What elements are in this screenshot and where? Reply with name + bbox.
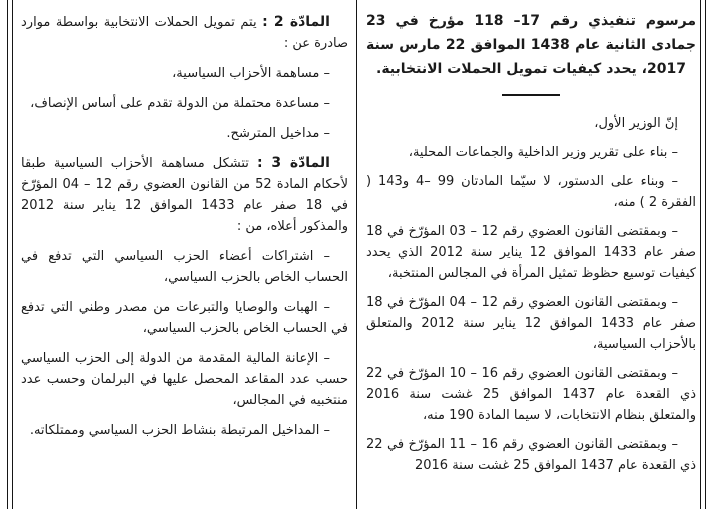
list-item-candidate-income: – مداخيل المترشح. <box>226 126 330 141</box>
article-3-label: المادّة 3 : <box>256 155 330 171</box>
paragraph-constitution-reference: – وبناء على الدستور، لا سيّما المادتان 99 ‏–‏4 و143 ( الفقرة 2 ) منه، <box>366 174 696 210</box>
column-divider-rule <box>356 0 357 509</box>
left-border-rule-inner <box>12 0 13 509</box>
right-border-rule-inner <box>700 0 701 509</box>
paragraph-law-16-11: – وبمقتضى القانون العضوي رقم 16 ‏–‏ 11 المؤرّخ في 22 ذي القعدة عام 1437 الموافق 25 غشت سنة 2016 <box>366 437 696 473</box>
decree-title: مرسوم تنفيذي رقم 17‏–‏ 118 مؤرخ في 23 جمادى الثانية عام 1438 الموافق 22 مارس سنة 2017، يحدد كيفيات تمويل الحملات الانتخابية. <box>366 13 696 77</box>
paragraph-law-12-04: – وبمقتضى القانون العضوي رقم 12 ‏–‏ 04 المؤرّخ في 18 صفر عام 1433 الموافق 12 يناير سنة 2012 والمتعلق بالأحزاب السياسية، <box>366 295 696 352</box>
list-item-party-activity-income: – المداخيل المرتبطة بنشاط الحزب السياسي وممتلكاته. <box>29 423 330 438</box>
right-column <box>366 9 696 484</box>
list-item-member-subscriptions: – اشتراكات أعضاء الحزب السياسي التي تدفع في الحساب الخاص بالحزب السياسي، <box>21 249 348 285</box>
left-border-rule-outer <box>7 0 8 509</box>
list-item-national-donations: – الهبات والوصايا والتبرعات من مصدر وطني التي تدفع في الحساب الخاص بالحزب السياسي، <box>21 300 348 336</box>
left-column <box>21 12 348 450</box>
paragraph-law-12-03: – وبمقتضى القانون العضوي رقم 12 ‏–‏ 03 المؤرّخ في 18 صفر عام 1433 الموافق 12 يناير سنة 2012 الذي يحدد كيفيات توسيع حظوظ تمثيل المرأة في المجالس المنتخبة، <box>366 224 696 281</box>
list-item-state-financial-aid: – الإعانة المالية المقدمة من الدولة إلى الحزب السياسي حسب عدد المقاعد المحصل عليها في البرلمان وحسب عدد منتخبيه في المجالس، <box>21 351 348 408</box>
paragraph-report-interior-minister: – بناء على تقرير وزير الداخلية والجماعات المحلية، <box>408 145 678 160</box>
list-item-state-aid: – مساعدة محتملة من الدولة تقدم على أساس الإنصاف، <box>30 96 330 111</box>
right-border-rule-outer <box>705 0 706 509</box>
article-3-text: تتشكل مساهمة الأحزاب السياسية طبقا لأحكام المادة 52 من القانون العضوي رقم 12 ‏–‏ 04 المؤرّخ في 18 صفر عام 1433 الموافق 12 يناير سنة 2012 والمذكور أعلاه، من : <box>21 156 348 234</box>
list-item-party-contribution: – مساهمة الأحزاب السياسية، <box>172 66 330 81</box>
paragraph-law-16-10: – وبمقتضى القانون العضوي رقم 16 ‏–‏ 10 المؤرّخ في 22 ذي القعدة عام 1437 الموافق 25 غشت سنة 2016 والمتعلق بنظام الانتخابات، لا سيما المادة 190 منه، <box>366 366 696 423</box>
paragraph-article-3 <box>21 153 348 237</box>
paragraph-premier-minister: إنّ الوزير الأول، <box>594 116 678 131</box>
article-2-text: يتم تمويل الحملات الانتخابية بواسطة موارد صادرة عن : <box>21 15 348 51</box>
paragraph-article-2 <box>21 12 348 54</box>
article-2-label: المادّة 2 : <box>262 14 330 30</box>
title-separator <box>502 94 560 96</box>
